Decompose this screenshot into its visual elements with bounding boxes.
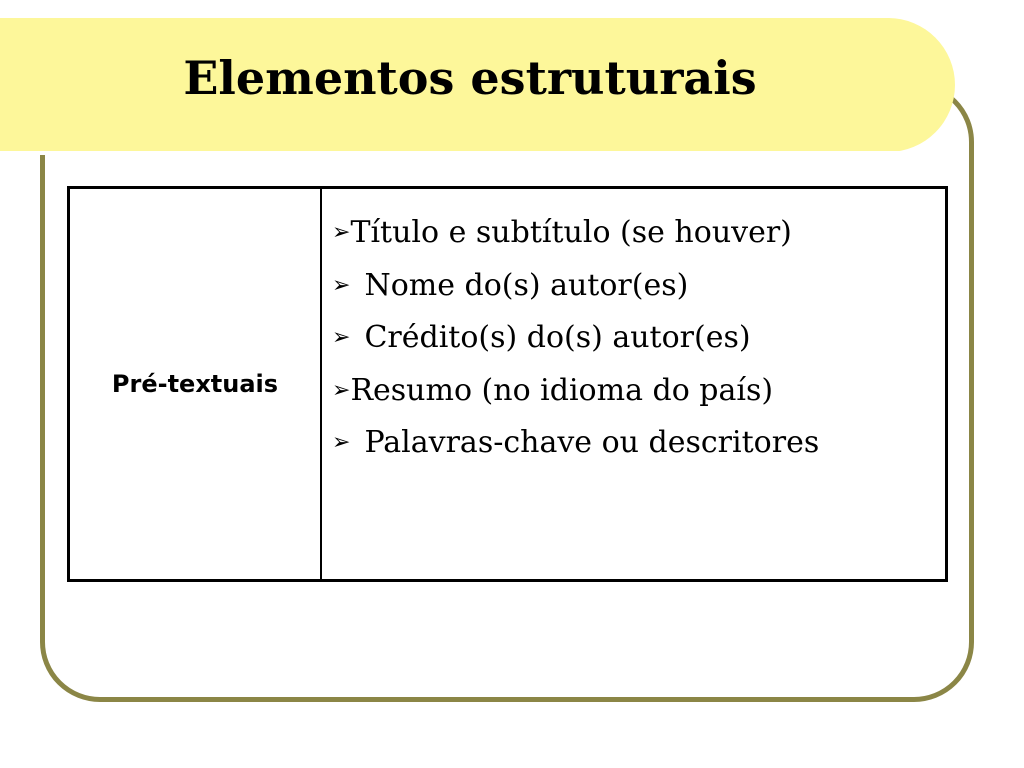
list-item-text: Palavras-chave ou descritores: [364, 425, 820, 460]
slide-title: Elementos estruturais: [183, 51, 757, 105]
table-row: [69, 188, 947, 581]
arrow-bullet-icon: ➢: [332, 325, 351, 350]
arrow-bullet-icon: ➢: [332, 377, 351, 403]
arrow-bullet-icon: ➢: [332, 272, 351, 298]
list-item: [332, 417, 945, 470]
list-item-text: Crédito(s) do(s) autor(es): [364, 320, 751, 355]
list-item-text: Nome do(s) autor(es): [364, 267, 689, 303]
arrow-bullet-icon: ➢: [332, 220, 351, 245]
list-item: [332, 312, 945, 365]
elements-table: [67, 186, 948, 582]
title-underline: [0, 151, 905, 155]
list-item: [332, 260, 945, 313]
item-list: [332, 207, 945, 470]
list-item-text: Título e subtítulo (se houver): [350, 215, 792, 250]
category-cell: Pré-textuais: [69, 188, 322, 581]
list-item: [332, 207, 945, 260]
list-item-text: Resumo (no idioma do país): [350, 372, 774, 408]
arrow-bullet-icon: ➢: [332, 430, 351, 455]
list-item: [332, 365, 945, 418]
items-cell: [321, 188, 947, 581]
